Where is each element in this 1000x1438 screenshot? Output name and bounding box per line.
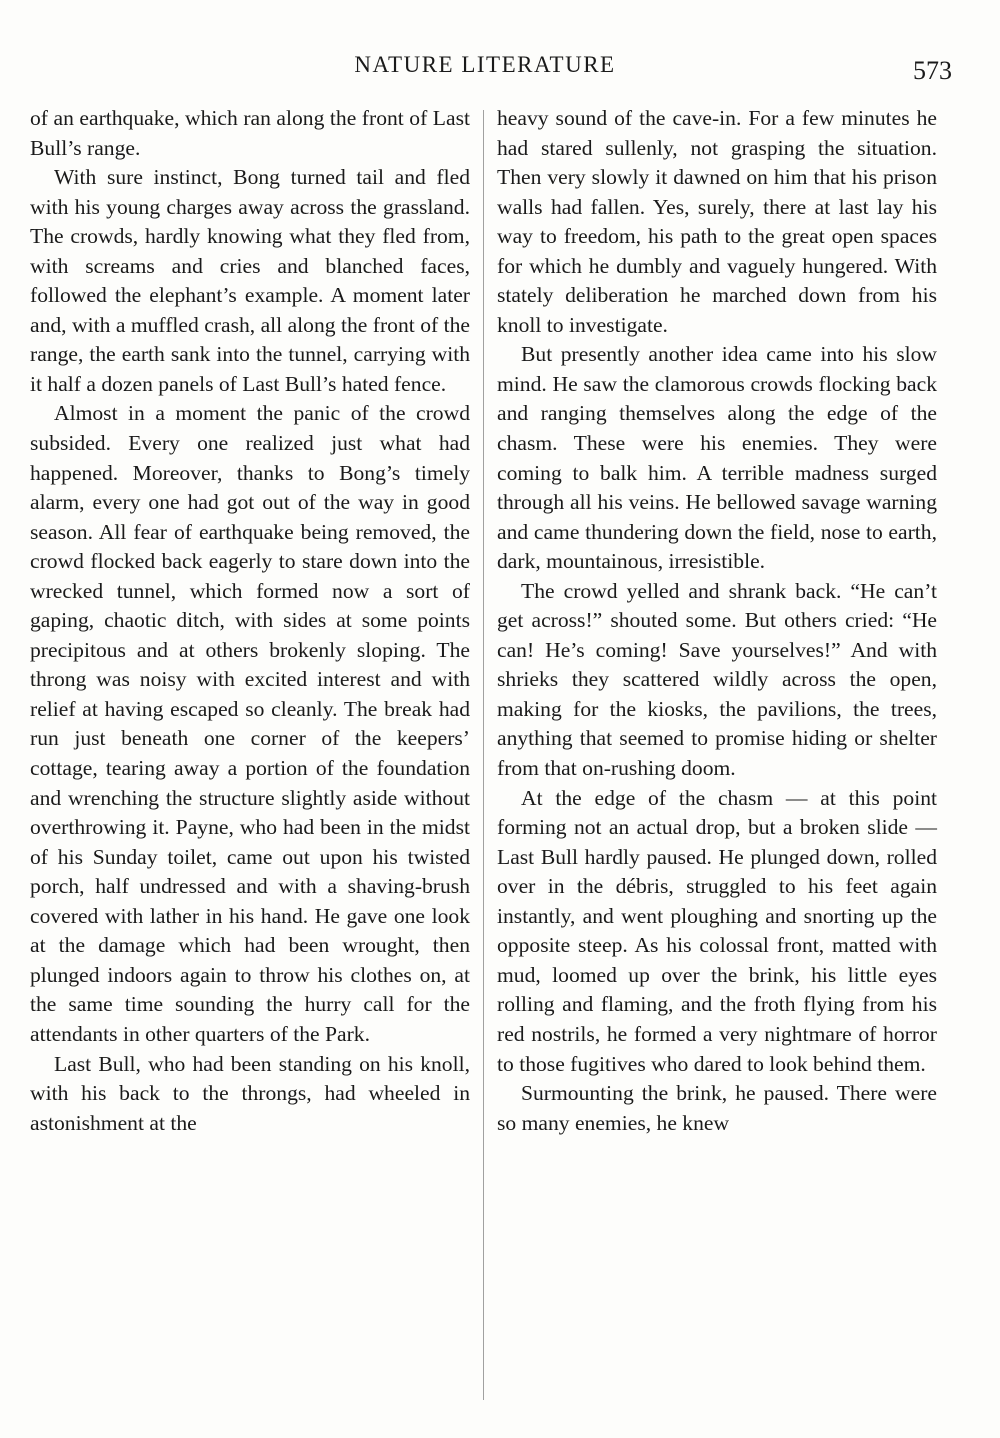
column-divider [483,110,484,1400]
right-column [497,104,937,1138]
paragraph: But presently another idea came into his slow mind. He saw the clamorous crowds flocking back and ranging themselves along the edge of the chasm. These were his enemies. They were coming to balk him. A terrible madness surged through all his veins. He bellowed savage warning and came thundering down the field, nose to earth, dark, mountainous, irresistible. [497,342,937,574]
paragraph: The crowd yelled and shrank back. “He can’t get across!” shouted some. But others cried: “He can! He’s coming! Save yourselves!” And with shrieks they scattered wildly across the open, making for the kiosks, the pavilions, the trees, anything that seemed to promise hiding or shelter from that on-rushing doom. [497,578,937,781]
paragraph: At the edge of the chasm — at this point forming not an actual drop, but a broken slide — Last Bull hardly paused. He plunged down, rolled over in the débris, struggled to his feet again instantly, and went ploughing and snorting up the opposite steep. As his colossal front, matted with mud, loomed up over the brink, his little eyes rolling and flaming, and the froth flying from his red nostrils, he formed a very nightmare of horror to those fugitives who dared to look behind them. [497,785,937,1076]
running-title: NATURE LITERATURE [354,52,616,77]
paragraph: Surmounting the brink, he paused. There were so many enemies, he knew [497,1081,937,1135]
left-column [30,104,470,1138]
paragraph: With sure instinct, Bong turned tail and fled with his young charges away across the grassland. The crowds, hardly knowing what they fled from, with screams and cries and blanched faces, followed the elephant’s example. A moment later and, with a muffled crash, all along the front of the range, the earth sank into the tunnel, carrying with it half a dozen panels of Last Bull’s hated fence. [30,165,470,396]
paragraph: heavy sound of the cave-in. For a few minutes he had stared sullenly, not grasping the situation. Then very slowly it dawned on him that his prison walls had fallen. Yes, surely, there at last lay his way to freedom, his path to the great open spaces for which he dumbly and vaguely hungered. With stately deliberation he marched down from his knoll to investigate. [497,106,937,337]
paragraph: of an earthquake, which ran along the front of Last Bull’s range. [30,106,470,160]
paragraph: Almost in a moment the panic of the crowd subsided. Every one realized just what had happened. Moreover, thanks to Bong’s timely alarm, every one had got out of the way in good season. All fear of earthquake being removed, the crowd flocked back eagerly to stare down into the wrecked tunnel, which formed now a sort of gaping, chaotic ditch, with sides at some points precipitous and at others brokenly sloping. The throng was noisy with excited interest and with relief at having escaped so cleanly. The break had run just beneath one corner of the keepers’ cottage, tearing away a portion of the foundation and wrenching the structure slightly aside without overthrowing it. Payne, who had been in the midst of his Sunday toilet, came out upon his twisted porch, half undressed and with a shaving-brush covered with lather in his hand. He gave one look at the damage which had been wrought, then plunged indoors again to throw his clothes on, at the same time sounding the hurry call for the attendants in other quarters of the Park. [30,401,470,1046]
running-header [0,52,1000,85]
paragraph: Last Bull, who had been standing on his knoll, with his back to the throngs, had wheeled in astonishment at the [30,1051,470,1135]
page-number: 573 [913,56,952,85]
